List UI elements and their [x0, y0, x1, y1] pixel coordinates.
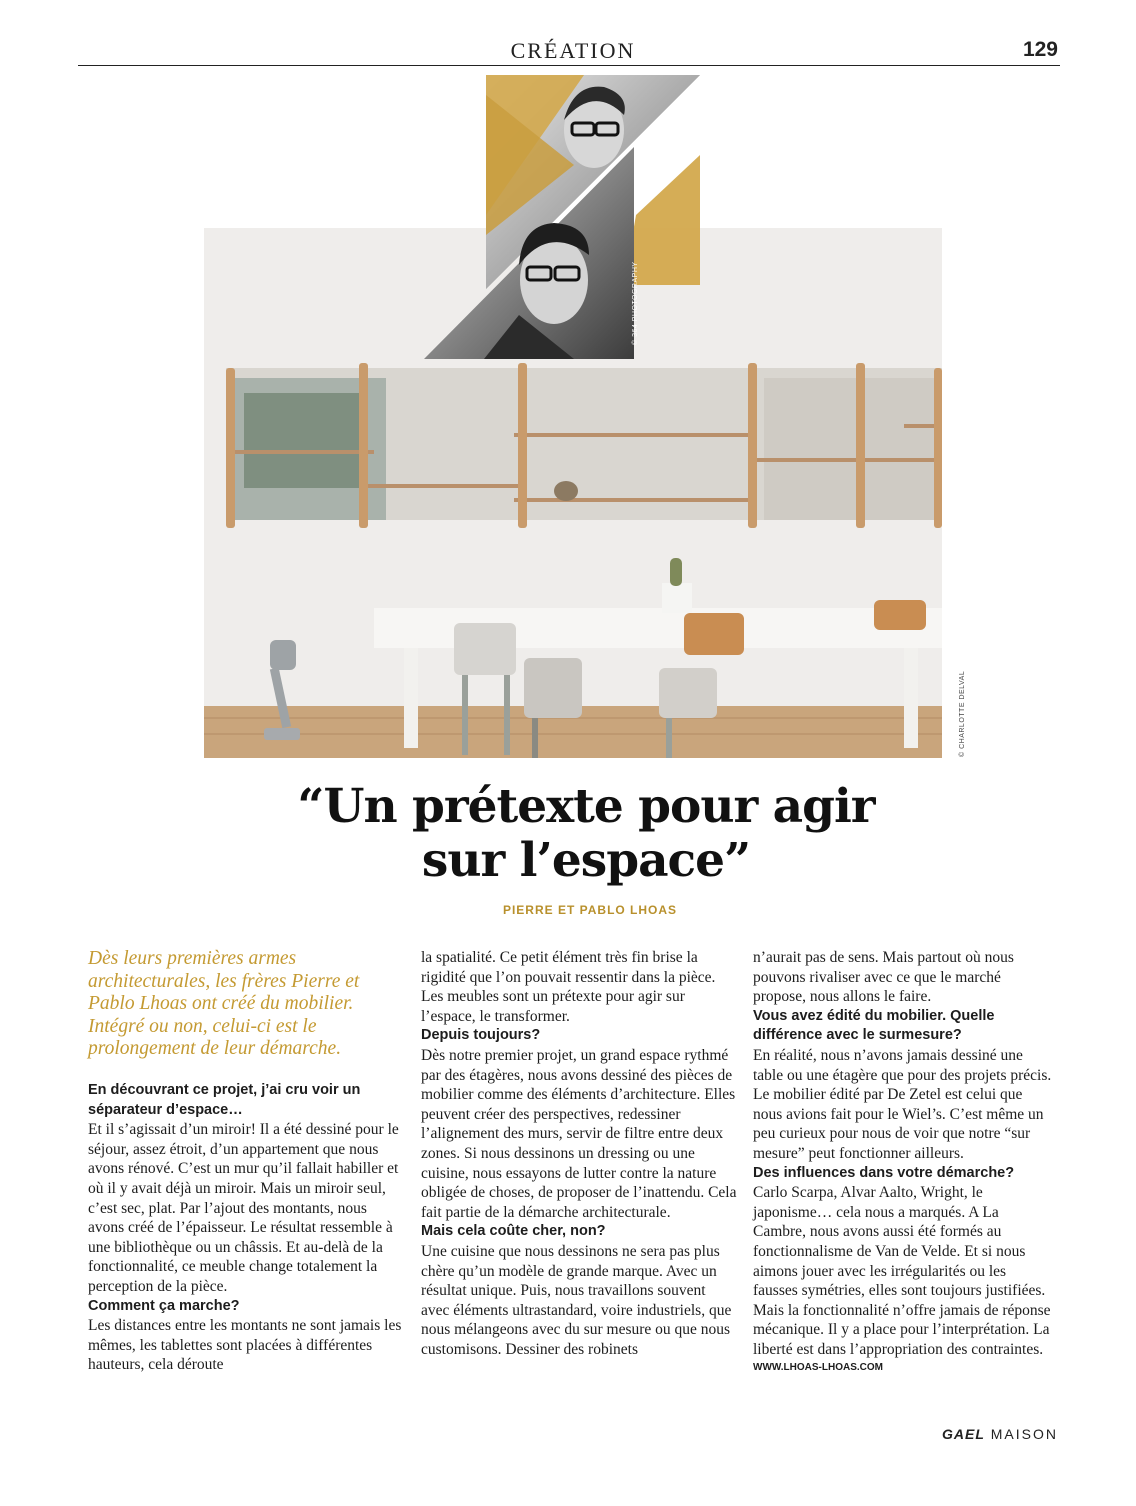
question-4: Mais cela coûte cher, non?	[421, 1223, 606, 1240]
header-rule	[78, 65, 1060, 66]
answer-4-continued: n’aurait pas de sens. Mais partout où nous pouvons rivaliser avec ce que le marché propose, nous allons le faire.	[753, 949, 1014, 1006]
question-1: En découvrant ce projet, j’ai cru voir un séparateur d’espace…	[88, 1081, 361, 1118]
answer-6: Carlo Scarpa, Alvar Aalto, Wright, le japonisme… cela nous a marqués. A La Cambre, nous avons aussi été formés au fonctionnalisme de Van de Velde. Et si nous aimons jouer avec les irrégularités ou les fausses symétries, elles sont toujours justifiées. Mais la fonctionnalité n’offre jamais de réponse mécanique. Il y a place pour l’interprétation. La liberté est dans l’appropriation des contraintes.	[753, 1184, 1051, 1358]
question-6: Des influences dans votre démarche?	[753, 1164, 1015, 1181]
answer-1: Et il s’agissait d’un miroir! Il a été dessiné pour le séjour, assez étroit, d’un appartement que nous avons rénové. C’est un mur qu’il fallait habiller et où il y avait déjà un miroir. Mais un miroir seul, c’est sec, plat. Par l’ajout des montants, nous avons créé de l’épaisseur. Le résultat ressemble à une bibliothèque ou un châssis. Et au-delà de la fonctionnalité, ce meuble change totalement la perception de la pièce.	[88, 1121, 399, 1295]
article-column-1	[88, 948, 406, 1375]
article-column-3	[753, 948, 1053, 1377]
answer-2-continued: la spatialité. Ce petit élément très fin brise la rigidité que l’on pouvait ressentir dans la pièce. Les meubles sont un prétexte pour agir sur l’espace, le transformer.	[421, 949, 716, 1025]
answer-5: En réalité, nous n’avons jamais dessiné une table ou une étagère que pour des projets précis. Le mobilier édité par De Zetel est celui que nous avions fait pour le Wiel’s. C’est même un peu curieux pour nous de voir que notre “sur mesure” peut fonctionner ailleurs.	[753, 1046, 1052, 1162]
headline-line-2: sur l’espace”	[421, 833, 751, 888]
section-title: CRÉATION	[510, 38, 636, 63]
byline: PIERRE ET PABLO LHOAS	[502, 903, 678, 917]
portrait-collage	[424, 75, 700, 359]
photo-credit: © CHARLOTTE DELVAL	[959, 670, 966, 757]
answer-2: Les distances entre les montants ne sont jamais les mêmes, les tablettes sont placées à différentes hauteurs, cela déroute	[88, 1317, 402, 1374]
answer-3: Dès notre premier projet, un grand espace rythmé par des étagères, nous avons dessiné des pièces de mobilier comme des éléments d’architecture. Elles peuvent créer des perspectives, redessiner l’alignement des murs, servir de filtre entre deux zones. Si nous dessinons un dressing ou une cuisine, nous essayons de lutter contre la nature obligée de choses, de proposer de l’inattendu. Cela fait partie de la démarche architecturale.	[421, 1046, 737, 1221]
question-3: Depuis toujours?	[421, 1027, 541, 1044]
magazine-brand: GAEL	[941, 1426, 985, 1442]
website-link[interactable]: WWW.LHOAS-LHOAS.COM	[753, 1362, 883, 1374]
magazine-brand-suffix: MAISON	[990, 1426, 1058, 1442]
magazine-logo	[942, 1426, 1058, 1442]
question-5: Vous avez édité du mobilier. Quelle différence avec le surmesure?	[753, 1007, 995, 1044]
portrait-credit: © 364 PHOTOGRAPHY	[632, 261, 639, 345]
headline	[200, 780, 972, 888]
article-column-2	[421, 948, 737, 1359]
page-number: 129	[1022, 38, 1058, 61]
intro-paragraph: Dès leurs premières armes architecturales, les frères Pierre et Pablo Lhoas ont créé du mobilier. Intégré ou non, celui-ci est le prolongement de leur démarche.	[88, 948, 360, 1060]
question-2: Comment ça marche?	[88, 1297, 240, 1314]
answer-4: Une cuisine que nous dessinons ne sera pas plus chère qu’un modèle de grande marque. Avec un résultat unique. Puis, nous travaillons souvent avec éléments ultrastandard, voire industriels, que nous mélangeons avec du sur mesure ou que nous customisons. Dessiner des robinets	[421, 1242, 732, 1358]
headline-line-1: “Un prétexte pour agir	[297, 779, 875, 834]
